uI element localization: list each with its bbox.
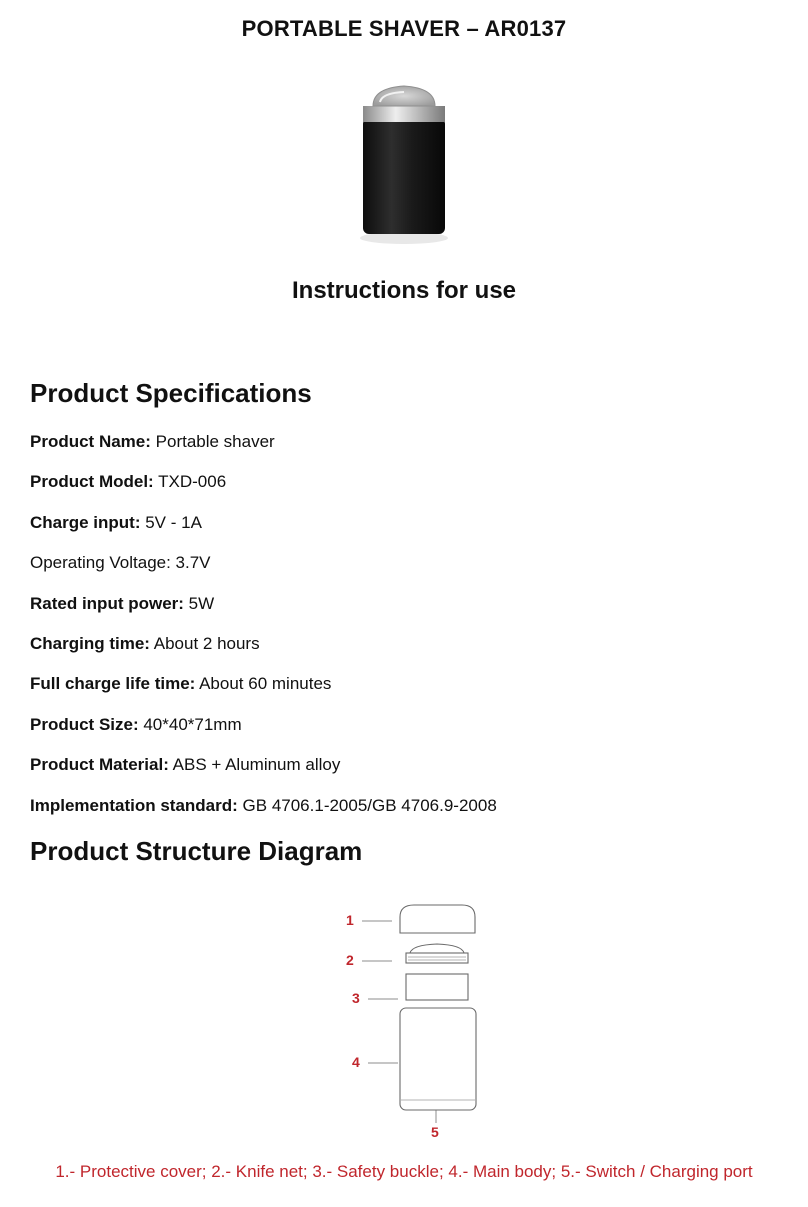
spec-row-product-material [30,753,790,793]
spec-row-product-name [30,430,790,470]
spec-row-product-size [30,713,790,753]
spec-row-charge-input [30,511,790,551]
spec-label: Product Size: [30,714,139,734]
callout-4: 4 [352,1054,360,1070]
knife-net-part [410,944,464,953]
spec-row-implementation-standard [30,794,790,834]
spec-row-product-model [30,470,790,510]
structure-caption: 1.- Protective cover; 2.- Knife net; 3.- Safety buckle; 4.- Main body; 5.- Switch / Charging port [55,1162,753,1181]
spec-label: Full charge life time: [30,674,196,694]
spec-label: Implementation standard: [30,795,238,815]
shaver-product-photo [330,66,478,256]
spec-row-full-charge-life [30,672,790,712]
spec-value: About 60 minutes [195,674,332,694]
spec-label: Rated input power: [30,593,184,613]
spec-row-rated-input-power [30,592,790,632]
spec-label: Product Material: [30,755,169,775]
structure-heading: Product Structure Diagram [30,836,363,866]
spec-label: Product Model: [30,472,154,492]
protective-cover-part [400,905,475,933]
callout-5: 5 [431,1124,439,1140]
safety-buckle-part [406,974,468,1000]
spec-value: Operating Voltage: 3.7V [30,553,211,573]
knife-net-ring-part [406,953,468,963]
instructions-subtitle: Instructions for use [291,277,517,304]
page-title: PORTABLE SHAVER – AR0137 [241,16,567,41]
callout-1: 1 [346,912,354,928]
spec-value: ABS + Aluminum alloy [168,755,341,775]
spec-value: Portable shaver [150,432,275,451]
spec-value: GB 4706.1-2005/GB 4706.9-2008 [237,795,497,815]
spec-label: Product Name: [30,432,151,451]
spec-value: 5V - 1A [140,512,202,532]
spec-value: 40*40*71mm [138,714,242,734]
structure-diagram [330,895,490,1145]
spec-label: Charge input: [30,512,141,532]
specifications-heading: Product Specifications [30,378,312,408]
callout-3: 3 [352,990,360,1006]
spec-row-operating-voltage [30,551,790,591]
spec-value: TXD-006 [153,472,227,492]
spec-label: Charging time: [30,633,150,653]
spec-row-charging-time [30,632,790,672]
spec-value: About 2 hours [149,633,260,653]
main-body-part [400,1008,476,1110]
spec-value: 5W [183,593,215,613]
specifications-list [30,430,790,834]
callout-2: 2 [346,952,354,968]
